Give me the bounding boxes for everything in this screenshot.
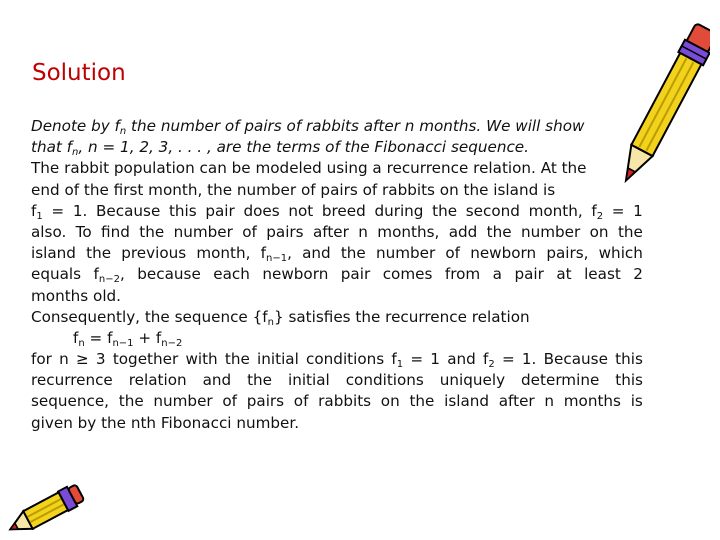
text-run: } satisfies the recurrence relation: [273, 307, 530, 326]
word: months,: [377, 222, 440, 241]
word: because: [137, 265, 201, 284]
word: the: [409, 392, 435, 411]
text-run: Denote by f: [31, 117, 120, 135]
body-line: [31, 413, 643, 434]
word: relation: [128, 371, 187, 390]
subscript: n: [119, 126, 127, 137]
word: 2: [633, 265, 643, 284]
slide-title: Solution: [32, 60, 126, 86]
word: this: [615, 350, 643, 369]
subscript: n−2: [98, 274, 120, 286]
subscript: n−2: [161, 337, 183, 349]
word: $f_1$: [391, 350, 404, 371]
word: the: [224, 350, 250, 369]
word: rabbits: [318, 392, 372, 411]
text-run: Consequently, the sequence {f: [31, 307, 268, 326]
word: pair: [205, 201, 235, 220]
word: this: [168, 201, 197, 220]
word: n: [59, 350, 69, 369]
word: n: [358, 222, 368, 241]
text-run: months old.: [31, 286, 122, 305]
body-line: [31, 243, 643, 264]
word: and: [202, 371, 232, 390]
word: month,: [528, 201, 583, 220]
word: breed: [321, 201, 366, 220]
word: $f_{n-1}$,: [260, 244, 292, 265]
word: $f_1$: [31, 201, 43, 222]
subscript: 1: [396, 359, 404, 371]
word: 3: [95, 350, 106, 369]
word: uniquely: [439, 371, 506, 390]
word: least: [584, 265, 621, 284]
word: newborn: [262, 265, 329, 284]
word: the: [118, 392, 144, 411]
word: a: [492, 265, 502, 284]
body-line: [31, 349, 643, 370]
word: pairs: [266, 222, 304, 241]
word: determine: [521, 371, 600, 390]
text-run: , n = 1, 2, 3, . . . , are the terms of the Fibonacci sequence.: [78, 138, 529, 157]
word: =: [410, 350, 424, 369]
subscript: n: [78, 337, 85, 349]
body-line: [31, 286, 643, 307]
word: at: [556, 265, 572, 284]
body-line: [31, 307, 643, 328]
word: sequence,: [31, 392, 110, 411]
word: month,: [196, 244, 251, 263]
subscript: n: [72, 147, 79, 159]
word: number: [375, 244, 436, 263]
word: conditions: [306, 350, 385, 369]
subscript: n−1: [265, 253, 288, 265]
text-run: end of the first month, the number of pairs of rabbits on the island is: [31, 180, 556, 199]
subscript: 2: [488, 359, 495, 371]
text-run: + f: [133, 328, 162, 347]
subscript: n−1: [112, 337, 134, 349]
word: Because: [543, 350, 608, 369]
body-line: [31, 264, 643, 285]
word: of: [445, 244, 461, 263]
word: not: [288, 201, 314, 220]
word: 1: [430, 350, 440, 369]
word: initial: [257, 350, 299, 369]
word: the: [340, 244, 366, 263]
word: is: [630, 392, 643, 411]
word: 1: [633, 201, 643, 220]
subscript: 1: [36, 210, 43, 222]
word: To: [75, 222, 92, 241]
word: this: [615, 371, 643, 390]
word: n: [544, 392, 555, 411]
body-line: [31, 137, 643, 158]
word: of: [242, 222, 257, 241]
word: add: [448, 222, 478, 241]
word: island: [31, 244, 76, 263]
word: conditions: [345, 371, 424, 390]
word: equals: [31, 265, 82, 284]
word: the: [617, 222, 643, 241]
text-run: f: [73, 328, 79, 347]
word: each: [213, 265, 250, 284]
word: newborn: [470, 244, 537, 263]
word: recurrence: [31, 371, 113, 390]
body-line: [31, 391, 643, 412]
text-run: = f: [84, 328, 113, 347]
word: ≥: [75, 350, 89, 369]
word: $f_{n-2}$,: [93, 265, 125, 286]
body-line: [31, 222, 643, 243]
word: =: [611, 201, 625, 220]
word: on: [380, 392, 400, 411]
word: does: [243, 201, 280, 220]
body-line: [31, 328, 643, 349]
word: find: [101, 222, 130, 241]
word: for: [31, 350, 52, 369]
word: with: [185, 350, 218, 369]
word: =: [501, 350, 515, 369]
word: initial: [287, 371, 330, 390]
word: pairs,: [546, 244, 589, 263]
text-run: the number of pairs of rabbits after n months. We will show: [126, 117, 585, 135]
text-run: that f: [31, 138, 73, 157]
word: the: [432, 201, 458, 220]
word: comes: [382, 265, 433, 284]
body-line: [31, 370, 643, 391]
word: $f_2$: [591, 201, 604, 222]
word: pairs: [246, 392, 285, 411]
word: Because: [95, 201, 161, 220]
word: during: [374, 201, 424, 220]
word: from: [444, 265, 481, 284]
word: also.: [31, 222, 67, 241]
subscript: n: [267, 316, 274, 328]
word: after: [312, 222, 349, 241]
word: the: [139, 222, 165, 241]
word: of: [293, 392, 309, 411]
word: which: [598, 244, 643, 263]
word: the: [486, 222, 512, 241]
word: island: [444, 392, 490, 411]
text-run: given by the nth Fibonacci number.: [31, 413, 300, 432]
subscript: 2: [596, 210, 604, 222]
word: together: [112, 350, 179, 369]
pencil-icon: [0, 484, 86, 540]
word: pair: [514, 265, 544, 284]
word: and: [447, 350, 476, 369]
word: 1.: [521, 350, 537, 369]
word: number: [173, 222, 233, 241]
word: months: [563, 392, 621, 411]
word: 1.: [72, 201, 88, 220]
word: after: [498, 392, 535, 411]
word: previous: [121, 244, 187, 263]
word: =: [51, 201, 65, 220]
body-line: [31, 116, 643, 137]
body-line: [31, 158, 643, 179]
pencil-icon: [618, 14, 710, 204]
word: second: [465, 201, 520, 220]
word: number: [153, 392, 213, 411]
body-line: [31, 180, 643, 201]
text-run: The rabbit population can be modeled using a recurrence relation. At the: [31, 159, 587, 178]
word: of: [222, 392, 238, 411]
slide-body-text: [31, 116, 643, 434]
word: the: [86, 244, 112, 263]
word: number: [520, 222, 581, 241]
word: on: [589, 222, 609, 241]
word: pair: [340, 265, 371, 284]
word: $f_2$: [482, 350, 495, 371]
word: and: [302, 244, 331, 263]
word: the: [247, 371, 273, 390]
body-line: [31, 201, 643, 222]
